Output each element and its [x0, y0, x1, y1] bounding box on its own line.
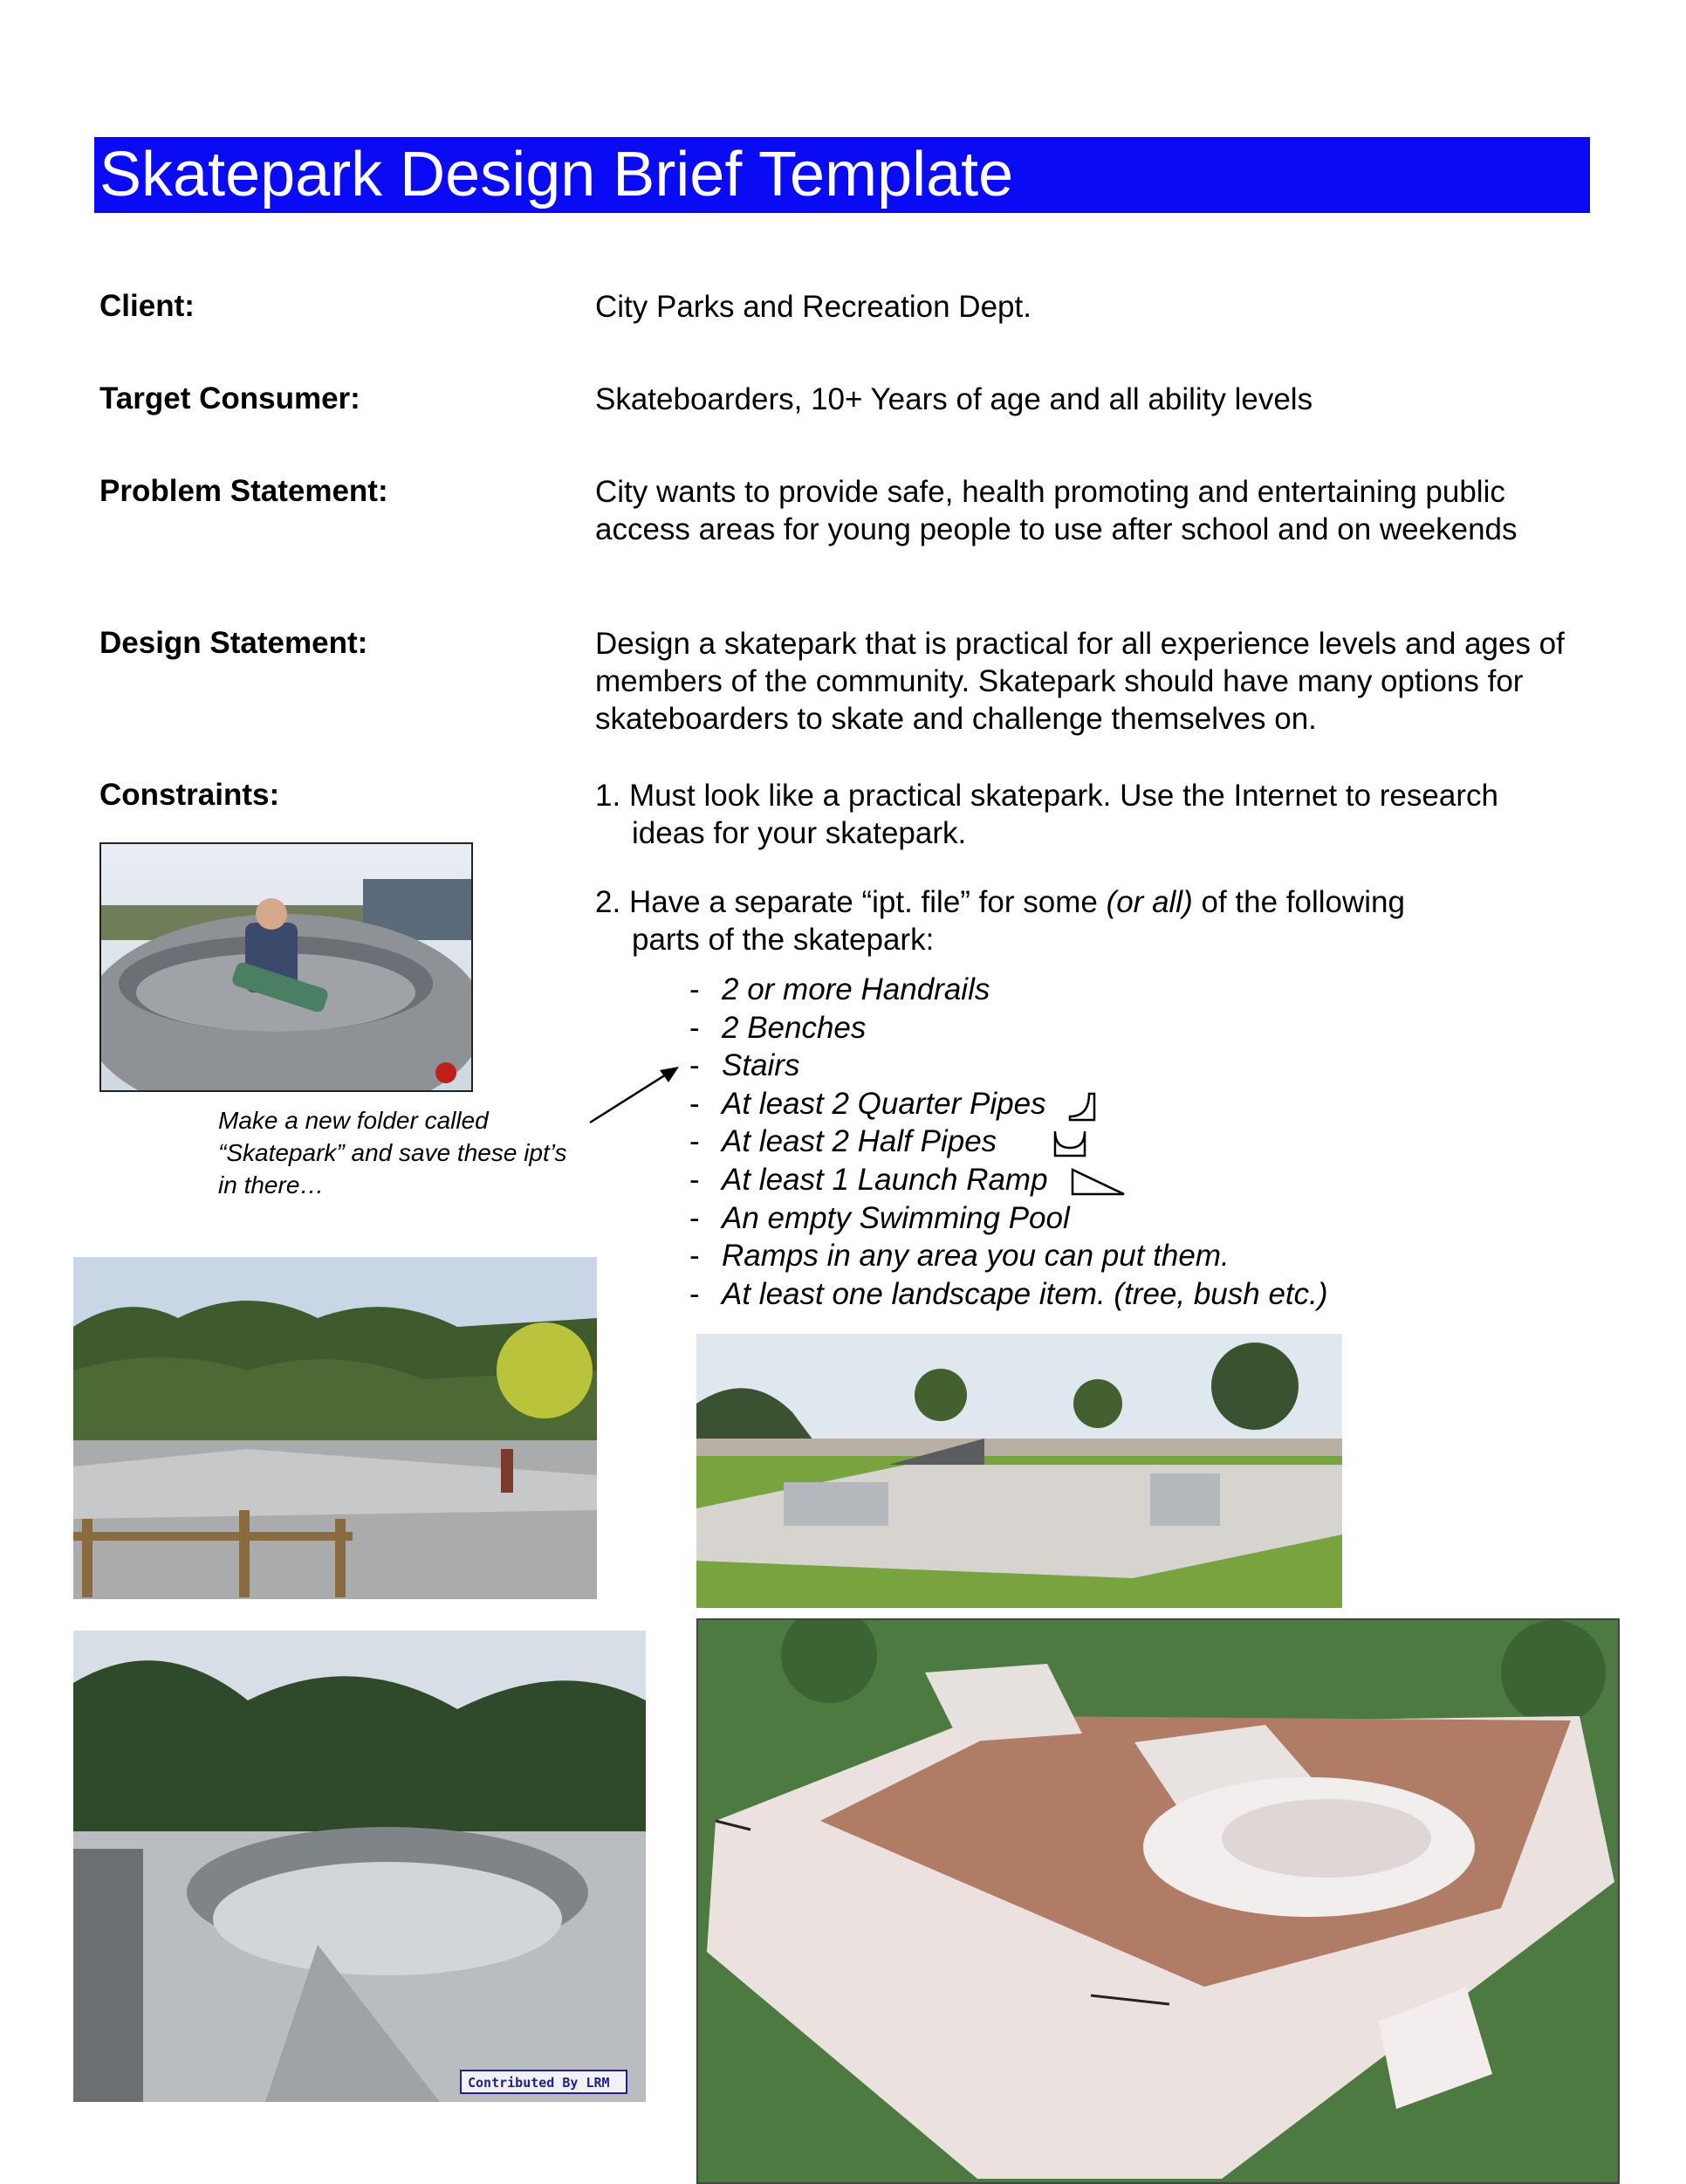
- list-item: - At least 2 Quarter Pipes: [689, 1085, 1328, 1123]
- constraint-1-number: 1.: [595, 779, 621, 813]
- dash: -: [689, 1162, 700, 1197]
- parts-list: [689, 971, 1328, 1313]
- constraint-1-line1: Must look like a practical skatepark. Use the Internet to research: [628, 779, 1498, 813]
- dash: -: [689, 1124, 700, 1159]
- launch-ramp-icon: [1070, 1167, 1127, 1197]
- constraints-label: Constraints:: [99, 778, 280, 812]
- design-statement-value: Design a skatepark that is practical for all experience levels and ages of members of the community. Skatepark should have many options for skateboarders to skate and challenge themselves on.: [595, 627, 1565, 736]
- constraint-2-line2: parts of the skatepark:: [632, 923, 935, 957]
- constraint-2-line1a: Have a separate “ipt. file” for some: [628, 885, 1107, 919]
- title-bar: [94, 137, 1590, 213]
- park-overview-image: [696, 1334, 1342, 1608]
- constraint-2-line1c: of the following: [1192, 885, 1405, 919]
- list-item: - At least 2 Half Pipes: [689, 1123, 1328, 1161]
- constraint-2-line1b: (or all): [1106, 885, 1193, 919]
- outdoor-park-image: [73, 1257, 597, 1599]
- page-title: Skatepark Design Brief Template: [99, 140, 1014, 209]
- half-pipe-icon: [1052, 1129, 1087, 1158]
- list-item: - Ramps in any area you can put them.: [689, 1237, 1328, 1275]
- save-note: [218, 1104, 566, 1201]
- note-line: in there…: [218, 1171, 325, 1198]
- list-item: - At least 1 Launch Ramp: [689, 1161, 1328, 1199]
- target-consumer-label: Target Consumer:: [99, 381, 360, 416]
- problem-statement-label: Problem Statement:: [99, 474, 388, 508]
- note-line: Make a new folder called: [218, 1107, 489, 1134]
- dash: -: [689, 1239, 700, 1274]
- client-label: Client:: [99, 289, 195, 323]
- arrow-icon: [586, 1063, 682, 1126]
- dash: -: [689, 1276, 700, 1311]
- problem-statement-value: City wants to provide safe, health promoting and entertaining public access areas for young people to use after school and on weekends: [595, 475, 1518, 546]
- dash: -: [689, 1200, 700, 1235]
- constraint-2-number: 2.: [595, 885, 621, 919]
- photo-credit: Contributed By LRM: [468, 2075, 610, 2091]
- target-consumer-value: Skateboarders, 10+ Years of age and all ability levels: [595, 382, 1313, 416]
- dash: -: [689, 1010, 700, 1045]
- photo-park-overview: [696, 1334, 1342, 1608]
- list-item: - An empty Swimming Pool: [689, 1199, 1328, 1238]
- dash: -: [689, 1048, 700, 1083]
- dash: -: [689, 1086, 700, 1121]
- constraint-2: [595, 883, 1590, 958]
- list-item: - At least one landscape item. (tree, bush etc.): [689, 1275, 1328, 1314]
- concrete-bowl-image: [73, 1631, 646, 2102]
- photo-concrete-bowl: [73, 1631, 646, 2102]
- bowl-skater-image: [101, 844, 471, 1090]
- client-value: City Parks and Recreation Dept.: [595, 290, 1031, 324]
- quarter-pipe-icon: [1068, 1090, 1098, 1122]
- note-line: “Skatepark” and save these ipt’s: [218, 1139, 567, 1166]
- list-item: - 2 or more Handrails: [689, 971, 1328, 1009]
- constraint-1: [595, 777, 1590, 852]
- list-item: - 2 Benches: [689, 1009, 1328, 1047]
- render-skatepark-3d: [696, 1618, 1620, 2184]
- list-item: - Stairs: [689, 1047, 1328, 1085]
- constraint-1-line2: ideas for your skatepark.: [632, 816, 967, 850]
- photo-bowl-skater: [99, 842, 473, 1092]
- design-statement-label: Design Statement:: [99, 626, 368, 660]
- photo-outdoor-park: [73, 1257, 597, 1599]
- skatepark-3d-image: [698, 1620, 1618, 2182]
- dash: -: [689, 972, 700, 1006]
